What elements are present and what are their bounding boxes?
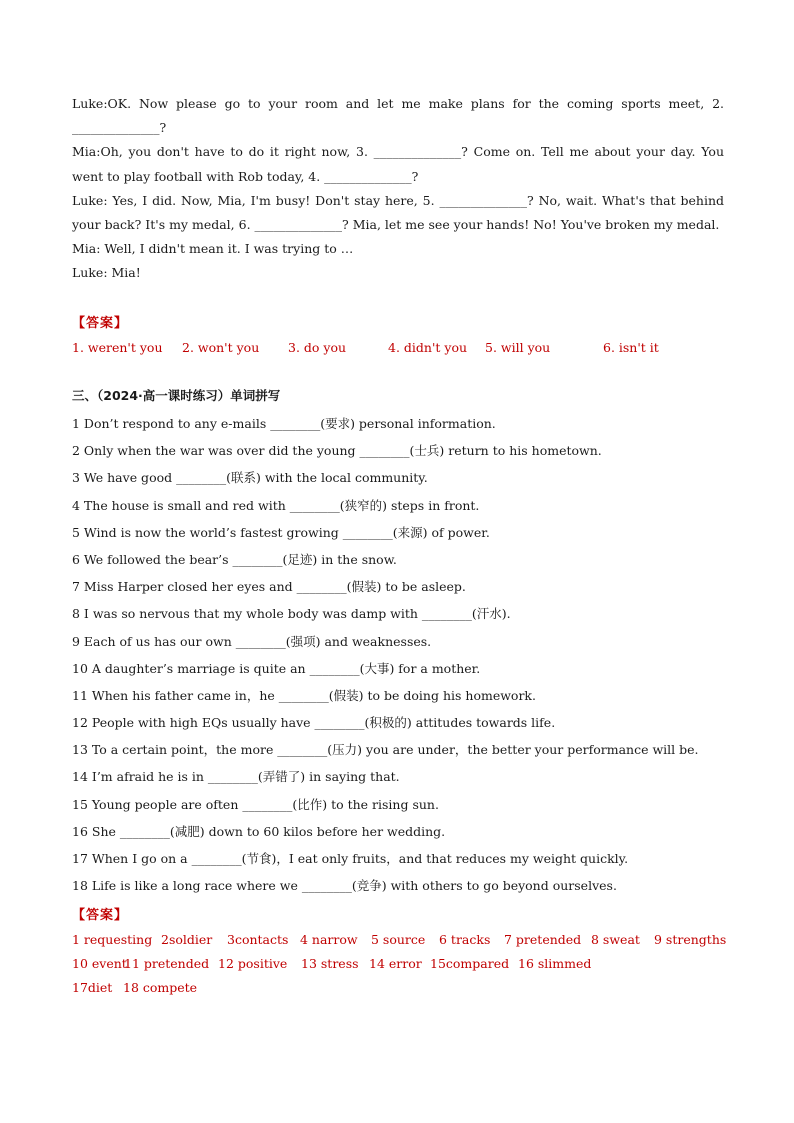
- dialogue-line: Luke: Mia!: [72, 265, 141, 281]
- answer-item: 3. do you: [288, 340, 347, 355]
- answer-item: 4. didn't you: [388, 340, 468, 355]
- answer-item: 12 positive: [218, 956, 288, 971]
- answer-item: 18 compete: [123, 980, 198, 995]
- list-item: 5 Wind is now the world’s fastest growing ________(来源) of power.: [72, 524, 490, 540]
- dialogue-line: Mia: Well, I didn't mean it. I was trying to …: [72, 241, 354, 257]
- answer-item: 15compared: [430, 956, 510, 971]
- answer-item: 1 requesting: [72, 932, 153, 947]
- answer-item: 3contacts: [227, 932, 289, 947]
- list-item: 4 The house is small and red with ________(狭窄的) steps in front.: [72, 497, 480, 513]
- list-item: 9 Each of us has our own ________(强项) and weaknesses.: [72, 633, 432, 649]
- list-item: 14 I’m afraid he is in ________(弄错了) in saying that.: [72, 769, 400, 785]
- list-item: 1 Don’t respond to any e-mails ________(要求) personal information.: [72, 416, 496, 431]
- dialogue-line: Luke: Yes, I did. Now, Mia, I'm busy! Don't stay here, 5. ______________? No, wait. What's that behind your back? It's my medal, 6. ______________? Mia, let me see your hands! No! You've broken my medal.: [72, 192, 724, 233]
- dialogue-passage: [72, 92, 724, 286]
- list-item: 16 She ________(减肥) down to 60 kilos before her wedding.: [72, 823, 446, 839]
- list-item: 12 People with high EQs usually have ________(积极的) attitudes towards life.: [72, 715, 556, 731]
- answer-item: 16 slimmed: [518, 956, 592, 971]
- list-item: 11 When his father came in，he ________(假装) to be doing his homework.: [72, 687, 536, 703]
- list-item: 7 Miss Harper closed her eyes and ________(假装) to be asleep.: [72, 579, 466, 595]
- list-item: 8 I was so nervous that my whole body was damp with ________(汗水).: [72, 606, 511, 622]
- list-item: 2 Only when the war was over did the young ________(士兵) return to his hometown.: [72, 443, 602, 459]
- answer-item: 4 narrow: [300, 932, 358, 947]
- dialogue-line: Mia:Oh, you don't have to do it right now, 3. ______________? Come on. Tell me about your day. You went to play football with Rob today, 4. ______________?: [72, 144, 724, 184]
- answer-item: 8 sweat: [591, 932, 640, 947]
- answer-item: 13 stress: [301, 956, 359, 971]
- answer-heading: 【答案】: [72, 316, 129, 331]
- answer-item: 5. will you: [485, 340, 551, 355]
- answer-item: 6 tracks: [439, 932, 491, 947]
- answer-item: 9 strengths: [654, 932, 727, 947]
- answer-heading: 【答案】: [72, 908, 129, 923]
- answer-item: 7 pretended: [504, 932, 582, 947]
- dialogue-line: Luke:OK. Now please go to your room and let me make plans for the coming sports meet, 2. ______________?: [72, 96, 724, 136]
- list-item: 18 Life is like a long race where we ________(竞争) with others to go beyond ourselves.: [72, 878, 617, 894]
- list-item: 17 When I go on a ________(节食)，I eat only fruits，and that reduces my weight quickly.: [72, 851, 629, 866]
- list-item: 6 We followed the bear’s ________(足迹) in the snow.: [72, 551, 397, 567]
- list-item: 13 To a certain point，the more ________(压力) you are under，the better your performance will be.: [72, 742, 699, 758]
- answer-item: 6. isn't it: [603, 340, 659, 355]
- list-item: 15 Young people are often ________(比作) to the rising sun.: [72, 796, 439, 812]
- list-item: 10 A daughter’s marriage is quite an ________(大事) for a mother.: [72, 660, 481, 676]
- answer-item: 10 event: [72, 956, 127, 971]
- answer-item: 14 error: [369, 956, 422, 971]
- list-item: 3 We have good ________(联系) with the local community.: [72, 470, 428, 486]
- spelling-list: [72, 412, 724, 901]
- answer-item: 11 pretended: [124, 956, 210, 971]
- answer-item: 17diet: [72, 980, 113, 995]
- answer-item: 5 source: [371, 932, 426, 947]
- answer-item: 1. weren't you: [72, 340, 163, 355]
- answer-item: 2. won't you: [182, 340, 260, 355]
- answer-item: 2soldier: [161, 932, 213, 947]
- section-title: 三、（2024·高一课时练习）单词拼写: [72, 388, 281, 403]
